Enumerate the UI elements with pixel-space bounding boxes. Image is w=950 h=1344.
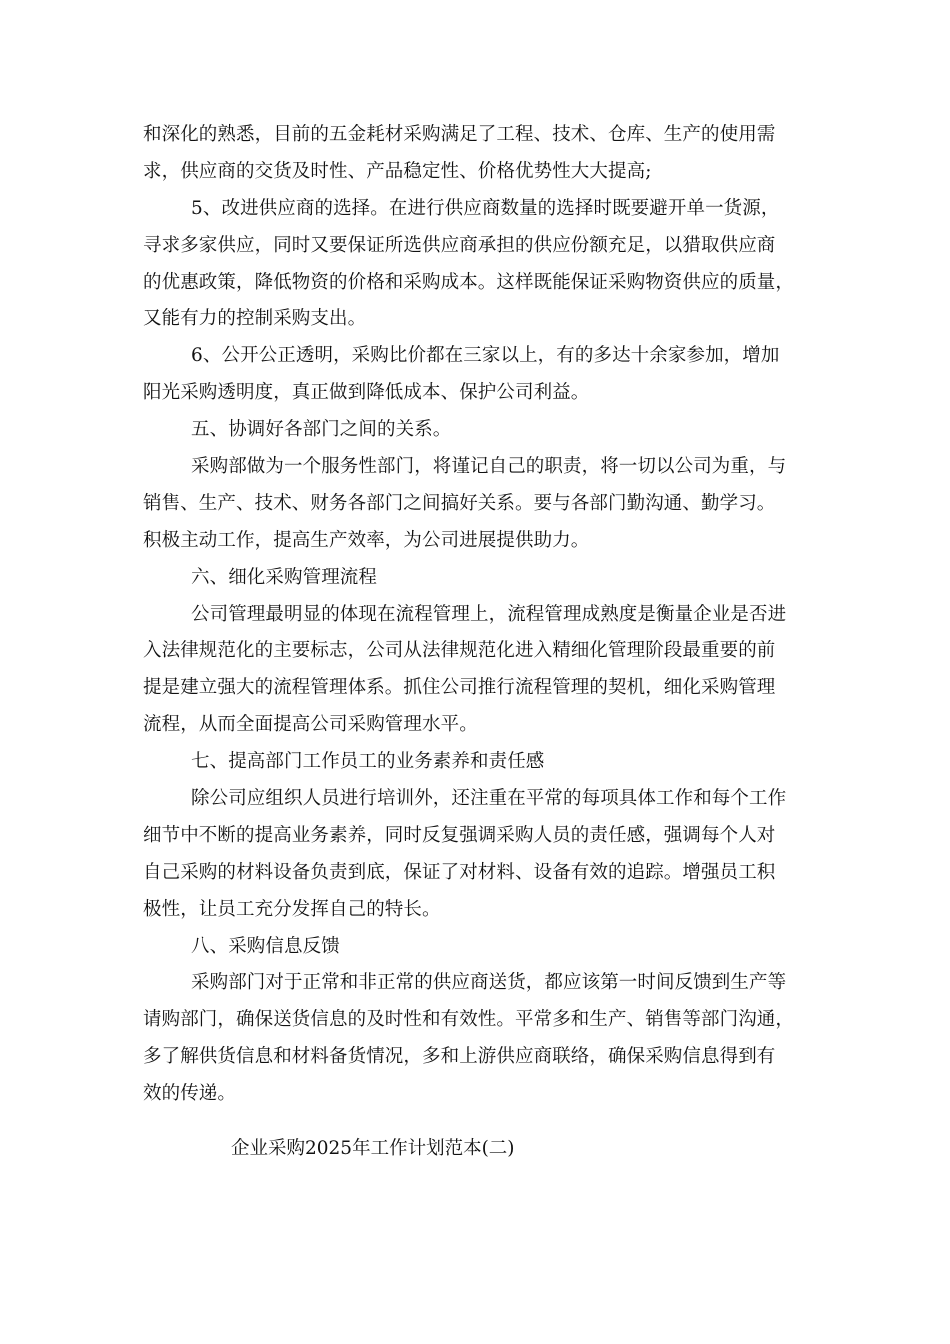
text-line: 效的传递。 (143, 1083, 237, 1105)
text-line: 八、采购信息反馈 (191, 935, 340, 957)
text-line: 积极主动工作，提高生产效率，为公司进展提供助力。 (143, 529, 590, 551)
text-line: 采购部门对于正常和非正常的供应商送货，都应该第一时间反馈到生产等 (191, 972, 787, 994)
text-line: 采购部做为一个服务性部门，将谨记自己的职责，将一切以公司为重，与 (191, 456, 787, 478)
text-line: 自己采购的材料设备负责到底，保证了对材料、设备有效的追踪。增强员工积 (143, 861, 776, 883)
text-line: 销售、生产、技术、财务各部门之间搞好关系。要与各部门勤沟通、勤学习。 (143, 492, 776, 514)
text-line: 七、提高部门工作员工的业务素养和责任感 (191, 751, 545, 773)
text-line: 五、协调好各部门之间的关系。 (191, 419, 452, 441)
section-subtitle: 企业采购2025年工作计划范本(二) (231, 1138, 515, 1159)
text-line: 6、公开公正透明，采购比价都在三家以上，有的多达十余家参加，增加 (191, 345, 780, 367)
text-line: 公司管理最明显的体现在流程管理上，流程管理成熟度是衡量企业是否进 (191, 603, 787, 625)
text-line: 除公司应组织人员进行培训外，还注重在平常的每项具体工作和每个工作 (191, 788, 787, 810)
text-line: 入法律规范化的主要标志，公司从法律规范化进入精细化管理阶段最重要的前 (143, 640, 776, 662)
text-line: 极性，让员工充分发挥自己的特长。 (143, 898, 441, 920)
text-line: 多了解供货信息和材料备货情况，多和上游供应商联络，确保采购信息得到有 (143, 1046, 776, 1068)
text-line: 提是建立强大的流程管理体系。抓住公司推行流程管理的契机，细化采购管理 (143, 677, 776, 699)
text-line: 细节中不断的提高业务素养，同时反复强调采购人员的责任感，强调每个人对 (143, 824, 776, 846)
text-line: 5、改进供应商的选择。在进行供应商数量的选择时既要避开单一货源， (191, 197, 780, 219)
text-line: 请购部门，确保送货信息的及时性和有效性。平常多和生产、销售等部门沟通， (143, 1009, 795, 1031)
text-line: 阳光采购透明度，真正做到降低成本、保护公司利益。 (143, 382, 590, 404)
text-line: 的优惠政策，降低物资的价格和采购成本。这样既能保证采购物资供应的质量， (143, 271, 795, 293)
text-line: 流程，从而全面提高公司采购管理水平。 (143, 714, 478, 736)
text-line: 六、细化采购管理流程 (191, 566, 378, 588)
text-line: 和深化的熟悉，目前的五金耗材采购满足了工程、技术、仓库、生产的使用需 (143, 124, 776, 145)
text-line: 又能有力的控制采购支出。 (143, 308, 367, 330)
body-text (143, 117, 808, 1113)
text-line: 求，供应商的交货及时性、产品稳定性、价格优势性大大提高; (143, 160, 652, 182)
text-line: 寻求多家供应，同时又要保证所选供应商承担的供应份额充足，以猎取供应商 (143, 234, 776, 256)
